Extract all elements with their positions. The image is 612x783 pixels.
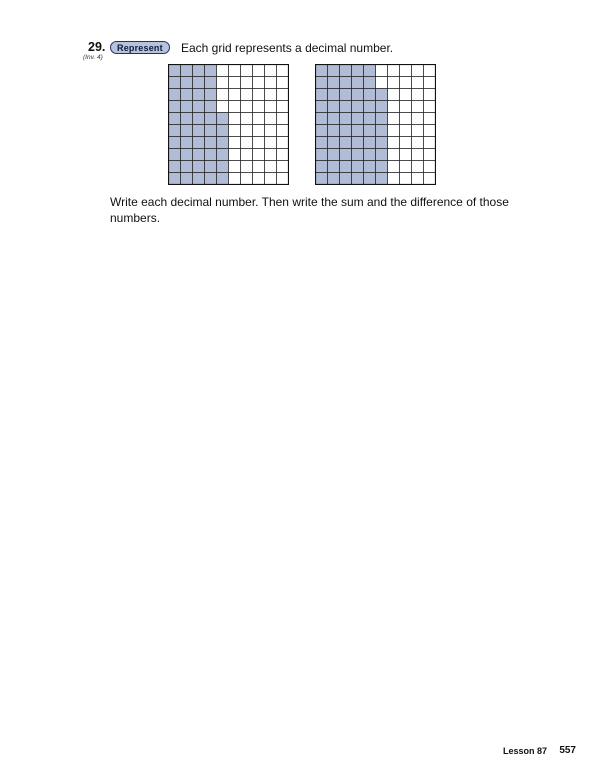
grid-cell-shaded — [169, 89, 181, 101]
grid-cell — [400, 101, 412, 113]
grid-cell — [277, 113, 289, 125]
grid-cell-shaded — [193, 113, 205, 125]
grid-cell — [400, 113, 412, 125]
grid-cell-shaded — [376, 89, 388, 101]
grid-cell — [376, 77, 388, 89]
grid-cell-shaded — [340, 149, 352, 161]
grid-cell-shaded — [181, 161, 193, 173]
problem-reference: (Inv. 4) — [83, 54, 103, 61]
grid-cell — [400, 65, 412, 77]
grid-cell-shaded — [328, 173, 340, 185]
grid-cell-shaded — [376, 161, 388, 173]
grid-cell — [253, 161, 265, 173]
grid-cell — [265, 149, 277, 161]
grid-cell — [241, 161, 253, 173]
grid-cell-shaded — [328, 149, 340, 161]
grid-cell-shaded — [328, 113, 340, 125]
grid-cell-shaded — [376, 173, 388, 185]
grid-cell-shaded — [169, 113, 181, 125]
grid-cell — [412, 65, 424, 77]
grid-cell — [412, 89, 424, 101]
grid-cell — [412, 101, 424, 113]
grid-cell — [253, 101, 265, 113]
grid-cell-shaded — [328, 89, 340, 101]
grid-cell — [424, 137, 436, 149]
grid-cell-shaded — [352, 89, 364, 101]
grid-cell — [241, 173, 253, 185]
grid-cell-shaded — [217, 149, 229, 161]
grid-cell-shaded — [181, 101, 193, 113]
grid-cell — [412, 161, 424, 173]
grid-cell-shaded — [352, 125, 364, 137]
grid-cell-shaded — [181, 173, 193, 185]
grid-cell — [412, 125, 424, 137]
grid-cell-shaded — [181, 137, 193, 149]
grid-cell — [400, 125, 412, 137]
grid-cell — [217, 101, 229, 113]
grid-cell — [241, 89, 253, 101]
grid-cell-shaded — [205, 89, 217, 101]
grid-cell — [241, 65, 253, 77]
grid-cell — [229, 137, 241, 149]
problem-question: Write each decimal number. Then write the sum and the difference of those numbers. — [110, 195, 509, 225]
grid-cell — [388, 77, 400, 89]
grid-cell-shaded — [352, 161, 364, 173]
grid-cell-shaded — [340, 89, 352, 101]
grid-cell-shaded — [205, 77, 217, 89]
grid-cell-shaded — [316, 149, 328, 161]
grid-cell-shaded — [217, 161, 229, 173]
grid-cell-shaded — [328, 161, 340, 173]
grid-cell — [253, 65, 265, 77]
grid-cell-shaded — [352, 101, 364, 113]
grid-cell — [424, 65, 436, 77]
skill-badge: Represent — [110, 41, 170, 54]
grid-cell — [265, 173, 277, 185]
grid-cell-shaded — [364, 101, 376, 113]
grid-cell-shaded — [364, 77, 376, 89]
grid-cell-shaded — [328, 101, 340, 113]
grid-cell — [277, 65, 289, 77]
grid-cell — [388, 173, 400, 185]
grid-cell — [400, 89, 412, 101]
grid-cell — [265, 77, 277, 89]
grid-cell-shaded — [340, 173, 352, 185]
grid-cell — [400, 77, 412, 89]
grid-cell — [376, 65, 388, 77]
grid-cell-shaded — [169, 149, 181, 161]
grid-cell-shaded — [169, 173, 181, 185]
grid-cell-shaded — [169, 161, 181, 173]
grid-cell-shaded — [205, 65, 217, 77]
decimal-grid-1 — [168, 64, 289, 185]
grid-cell-shaded — [193, 137, 205, 149]
grid-cell — [277, 89, 289, 101]
grid-cell-shaded — [328, 137, 340, 149]
grid-cell-shaded — [316, 173, 328, 185]
grid-cell — [388, 101, 400, 113]
grid-cell — [265, 65, 277, 77]
grid-cell-shaded — [205, 125, 217, 137]
grid-cell-shaded — [352, 137, 364, 149]
grid-cell — [277, 101, 289, 113]
grid-cell-shaded — [193, 101, 205, 113]
grid-cell-shaded — [205, 149, 217, 161]
footer-page-number: 557 — [559, 745, 576, 756]
grid-cell — [388, 113, 400, 125]
grid-cell — [229, 161, 241, 173]
grid-cell — [424, 77, 436, 89]
grid-cell — [241, 137, 253, 149]
grid-cell-shaded — [364, 125, 376, 137]
problem-number: 29. — [88, 40, 106, 54]
grid-cell — [253, 77, 265, 89]
grid-cell-shaded — [169, 101, 181, 113]
grid-cell — [400, 149, 412, 161]
grid-cell-shaded — [316, 125, 328, 137]
grid-cell-shaded — [376, 149, 388, 161]
grid-cell-shaded — [328, 77, 340, 89]
grid-cell — [241, 77, 253, 89]
grid-cell — [277, 161, 289, 173]
grid-cell-shaded — [193, 149, 205, 161]
grid-cell — [217, 89, 229, 101]
grid-cell-shaded — [316, 65, 328, 77]
grid-cell — [229, 149, 241, 161]
grid-cell-shaded — [181, 65, 193, 77]
grid-cell — [217, 65, 229, 77]
grid-cell-shaded — [169, 125, 181, 137]
grid-cell-shaded — [205, 101, 217, 113]
grid-cell — [412, 137, 424, 149]
grid-cell-shaded — [181, 77, 193, 89]
grid-cell-shaded — [340, 113, 352, 125]
problem-prompt: Each grid represents a decimal number. — [181, 41, 394, 55]
grid-cell-shaded — [364, 173, 376, 185]
grid-cell-shaded — [376, 125, 388, 137]
grid-cell — [265, 113, 277, 125]
grid-cell-shaded — [169, 65, 181, 77]
grid-cell-shaded — [340, 161, 352, 173]
grid-cell — [253, 113, 265, 125]
grid-cell-shaded — [364, 137, 376, 149]
grid-cell — [241, 149, 253, 161]
grid-cell — [424, 89, 436, 101]
grid-cell-shaded — [328, 125, 340, 137]
grid-cell-shaded — [181, 149, 193, 161]
grid-cell — [253, 173, 265, 185]
grid-cell — [424, 161, 436, 173]
grid-cell — [400, 137, 412, 149]
grid-cell-shaded — [328, 65, 340, 77]
grid-cell — [265, 161, 277, 173]
grid-cell — [229, 101, 241, 113]
grid-cell — [229, 65, 241, 77]
grid-cell-shaded — [352, 77, 364, 89]
grid-cell — [277, 137, 289, 149]
grid-cell-shaded — [205, 137, 217, 149]
grid-cell — [412, 173, 424, 185]
grid-cell-shaded — [169, 77, 181, 89]
grid-cell — [241, 101, 253, 113]
grid-cell — [277, 125, 289, 137]
grid-cell — [229, 77, 241, 89]
grid-cell — [229, 113, 241, 125]
grid-cell — [388, 65, 400, 77]
grid-cell — [229, 125, 241, 137]
grid-cell-shaded — [340, 77, 352, 89]
grid-cell — [424, 101, 436, 113]
grid-cell-shaded — [316, 137, 328, 149]
grid-cell — [388, 125, 400, 137]
grid-cell — [424, 125, 436, 137]
grid-cell — [388, 161, 400, 173]
grid-cell-shaded — [205, 161, 217, 173]
grid-cell — [217, 77, 229, 89]
grid-cell — [265, 89, 277, 101]
grid-cell — [265, 137, 277, 149]
grid-cell — [400, 161, 412, 173]
grid-cell-shaded — [364, 65, 376, 77]
grid-cell-shaded — [352, 173, 364, 185]
grid-cell-shaded — [193, 65, 205, 77]
grid-cell-shaded — [316, 161, 328, 173]
grid-cell-shaded — [316, 89, 328, 101]
grid-cell-shaded — [193, 77, 205, 89]
grid-cell — [253, 125, 265, 137]
grid-cell — [424, 173, 436, 185]
grid-cell — [265, 125, 277, 137]
grid-cell-shaded — [364, 149, 376, 161]
grid-cell-shaded — [340, 101, 352, 113]
grid-cell-shaded — [181, 113, 193, 125]
grid-cell — [229, 173, 241, 185]
grid-cell-shaded — [316, 77, 328, 89]
grid-cell — [400, 173, 412, 185]
grid-cell — [241, 125, 253, 137]
grid-cell-shaded — [181, 89, 193, 101]
grid-cell-shaded — [205, 113, 217, 125]
grid-cell — [265, 101, 277, 113]
grid-cell-shaded — [193, 161, 205, 173]
grid-cell — [241, 113, 253, 125]
footer-lesson: Lesson 87 — [502, 746, 547, 756]
grid-cell-shaded — [376, 137, 388, 149]
grid-cell-shaded — [340, 65, 352, 77]
grid-cell-shaded — [352, 149, 364, 161]
grid-cell — [277, 77, 289, 89]
grid-cell-shaded — [316, 101, 328, 113]
grid-cell — [277, 149, 289, 161]
grid-cell — [412, 149, 424, 161]
decimal-grid-2 — [315, 64, 436, 185]
grid-cell-shaded — [364, 113, 376, 125]
grid-cell-shaded — [193, 89, 205, 101]
grid-cell-shaded — [193, 125, 205, 137]
grid-cell — [388, 149, 400, 161]
grid-cell-shaded — [181, 125, 193, 137]
grid-cell — [424, 149, 436, 161]
grid-cell — [388, 137, 400, 149]
grid-cell-shaded — [352, 65, 364, 77]
grid-cell-shaded — [193, 173, 205, 185]
grid-cell-shaded — [340, 137, 352, 149]
grid-cell-shaded — [376, 101, 388, 113]
grid-cell-shaded — [169, 137, 181, 149]
grid-cell — [412, 113, 424, 125]
grid-cell-shaded — [217, 125, 229, 137]
grid-cell — [424, 113, 436, 125]
grid-cell-shaded — [217, 173, 229, 185]
grid-cell — [253, 137, 265, 149]
grid-cell-shaded — [217, 113, 229, 125]
grid-cell-shaded — [316, 113, 328, 125]
grid-cell — [412, 77, 424, 89]
grid-cell — [277, 173, 289, 185]
grid-cell-shaded — [205, 173, 217, 185]
grid-cell-shaded — [352, 113, 364, 125]
grid-cell-shaded — [217, 137, 229, 149]
grid-cell-shaded — [364, 161, 376, 173]
grid-cell — [253, 89, 265, 101]
grid-cell-shaded — [376, 113, 388, 125]
grid-cell-shaded — [364, 89, 376, 101]
grid-cell-shaded — [340, 125, 352, 137]
grid-cell — [253, 149, 265, 161]
grid-cell — [388, 89, 400, 101]
grid-cell — [229, 89, 241, 101]
